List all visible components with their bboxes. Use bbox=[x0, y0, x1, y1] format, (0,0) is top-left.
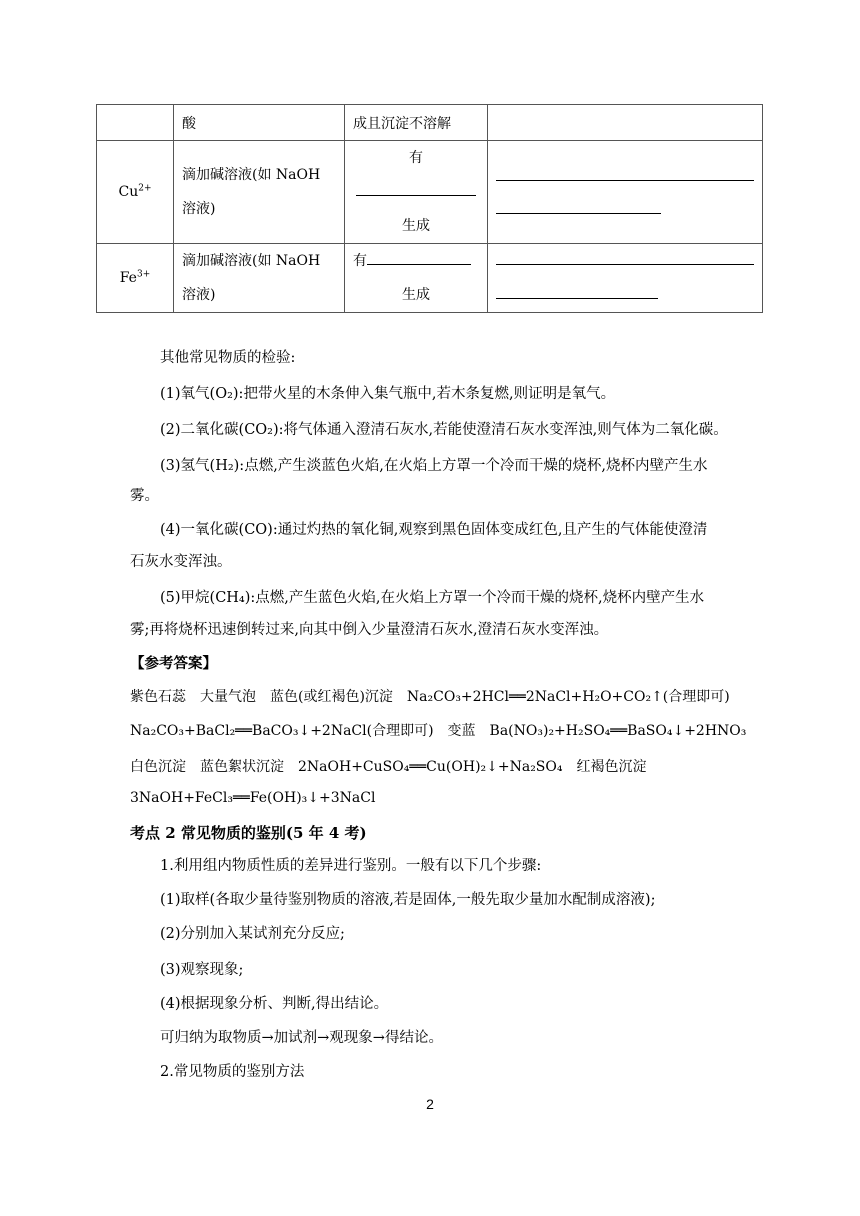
table-cell bbox=[97, 105, 174, 141]
equation-cell bbox=[488, 244, 763, 313]
observation-cell bbox=[345, 244, 488, 313]
table-cell: 酸 bbox=[174, 105, 345, 141]
other-h2-line2: 雾。 bbox=[130, 488, 159, 504]
step-item: (3)观察现象; bbox=[160, 962, 244, 978]
answers-heading: 【参考答案】 bbox=[130, 655, 217, 672]
observation-cell bbox=[345, 141, 488, 244]
observation-bottom: 生成 bbox=[402, 287, 430, 303]
ion-symbol: Cu bbox=[118, 184, 139, 200]
answer-blank bbox=[353, 175, 479, 209]
answers-line4: 3NaOH+FeCl₃══Fe(OH)₃↓+3NaCl bbox=[130, 790, 376, 806]
equation-cell bbox=[488, 141, 763, 244]
section-para: 1.利用组内物质性质的差异进行鉴别。一般有以下几个步骤: bbox=[160, 858, 542, 874]
other-co-line2: 石灰水变浑浊。 bbox=[130, 554, 232, 570]
ion-symbol: Fe bbox=[119, 270, 137, 286]
method-cell: 滴加碱溶液(如 NaOH 溶液) bbox=[174, 141, 345, 244]
ion-charge: 3+ bbox=[136, 269, 151, 280]
ion-cell bbox=[97, 244, 174, 313]
ion-cell bbox=[97, 141, 174, 244]
other-ch4-line2: 雾;再将烧杯迅速倒转过来,向其中倒入少量澄清石灰水,澄清石灰水变浑浊。 bbox=[130, 622, 609, 638]
other-ch4-line1: (5)甲烷(CH₄):点燃,产生蓝色火焰,在火焰上方罩一个冷而干燥的烧杯,烧杯内壁产生水 bbox=[160, 590, 705, 606]
section-title: 考点 2 常见物质的鉴别(5 年 4 考) bbox=[130, 824, 367, 842]
table-cell: 成且沉淀不溶解 bbox=[345, 105, 488, 141]
observation-top: 有 bbox=[353, 244, 479, 278]
table-row bbox=[97, 244, 763, 313]
method-cell: 滴加碱溶液(如 NaOH 溶液) bbox=[174, 244, 345, 313]
other-h2-line1: (3)氢气(H₂):点燃,产生淡蓝色火焰,在火焰上方罩一个冷而干燥的烧杯,烧杯内壁产生水 bbox=[160, 458, 708, 474]
other-o2: (1)氧气(O₂):把带火星的木条伸入集气瓶中,若木条复燃,则证明是氧气。 bbox=[160, 386, 616, 402]
section-summary: 可归纳为取物质→加试剂→观现象→得结论。 bbox=[160, 1030, 443, 1046]
answers-line2: Na₂CO₃+BaCl₂══BaCO₃↓+2NaCl(合理即可) 变蓝 Ba(NO₃)₂+H₂SO₄══BaSO₄↓+2HNO₃ bbox=[130, 723, 747, 739]
ion-charge: 2+ bbox=[138, 183, 152, 194]
answer-blank bbox=[496, 180, 754, 181]
other-intro: 其他常见物质的检验: bbox=[160, 350, 296, 366]
answer-blank bbox=[496, 264, 754, 265]
detection-table bbox=[96, 104, 763, 313]
page-number: 2 bbox=[426, 1096, 434, 1112]
answer-blank bbox=[496, 298, 658, 299]
observation-top: 有 bbox=[409, 150, 423, 166]
other-co2: (2)二氧化碳(CO₂):将气体通入澄清石灰水,若能使澄清石灰水变浑浊,则气体为二氧化碳。 bbox=[160, 422, 728, 438]
table-row bbox=[97, 105, 763, 141]
section-para: 2.常见物质的鉴别方法 bbox=[160, 1064, 305, 1080]
answer-blank bbox=[496, 213, 661, 214]
table-cell bbox=[488, 105, 763, 141]
answers-line1: 紫色石蕊 大量气泡 蓝色(或红褐色)沉淀 Na₂CO₃+2HCl══2NaCl+H₂O+CO₂↑(合理即可) bbox=[130, 689, 730, 705]
step-item: (2)分别加入某试剂充分反应; bbox=[160, 926, 345, 942]
step-item: (1)取样(各取少量待鉴别物质的溶液,若是固体,一般先取少量加水配制成溶液); bbox=[160, 892, 656, 908]
answers-line3: 白色沉淀 蓝色絮状沉淀 2NaOH+CuSO₄══Cu(OH)₂↓+Na₂SO₄ 红褐色沉淀 bbox=[130, 759, 647, 775]
observation-bottom: 生成 bbox=[402, 218, 430, 234]
step-item: (4)根据现象分析、判断,得出结论。 bbox=[160, 996, 389, 1012]
table-row bbox=[97, 141, 763, 244]
other-co-line1: (4)一氧化碳(CO):通过灼热的氧化铜,观察到黑色固体变成红色,且产生的气体能使澄清 bbox=[160, 522, 708, 538]
